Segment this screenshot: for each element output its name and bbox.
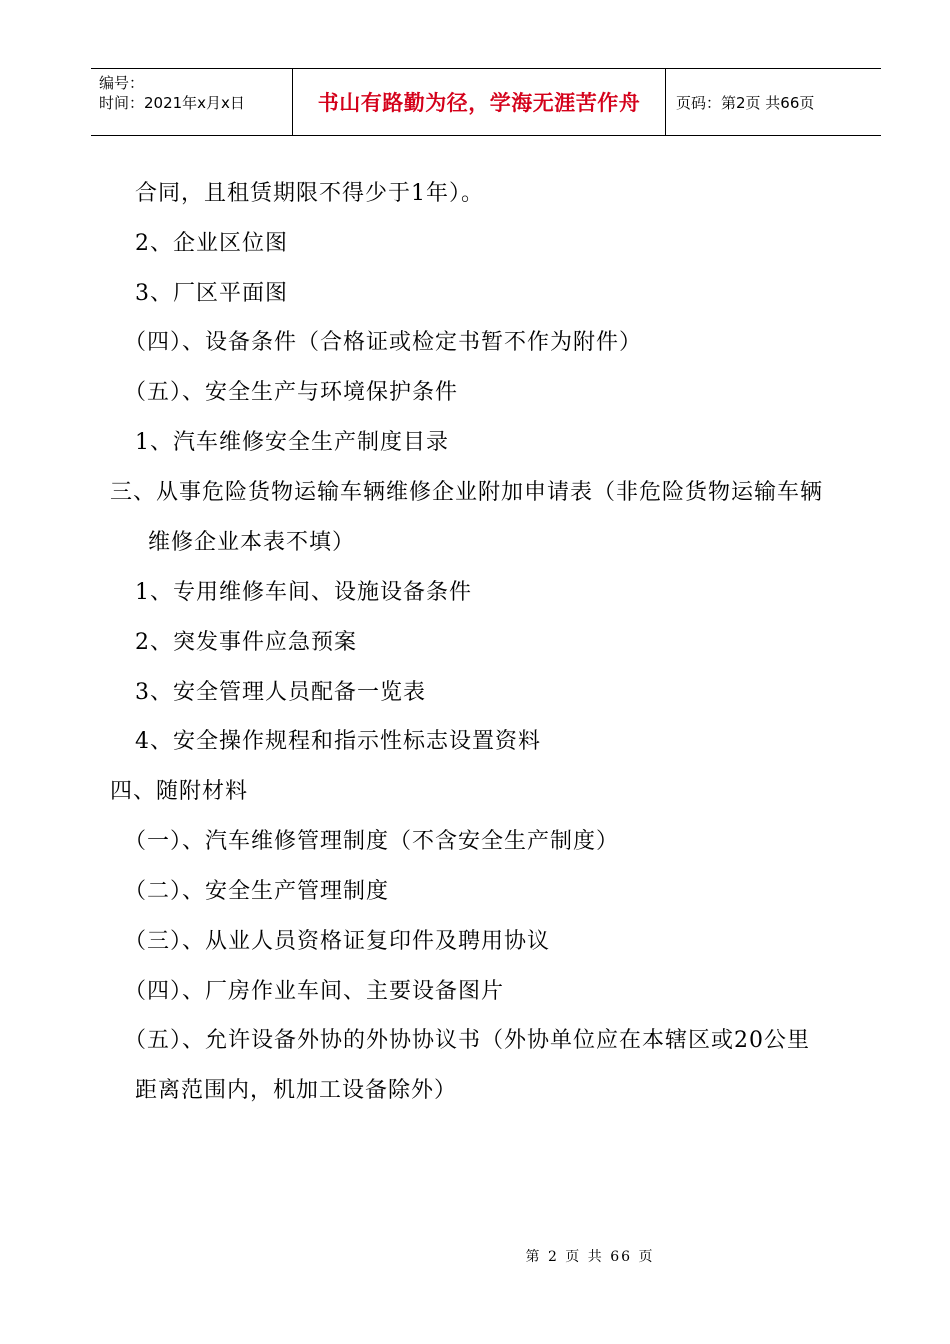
header-page-info: 页码：第2页 共66页 [676, 93, 815, 112]
header-meta-cell [91, 69, 293, 135]
body-line: 1、专用维修车间、设施设备条件 [135, 580, 472, 605]
page-footer: 第 2 页 共 66 页 [525, 1249, 655, 1265]
body-line: （一）、汽车维修管理制度（不含安全生产制度） [124, 829, 620, 854]
body-line: （三）、从业人员资格证复印件及聘用协议 [124, 929, 551, 954]
body-line: 三、从事危险货物运输车辆维修企业附加申请表（非危险货物运输车辆 [110, 480, 824, 505]
body-line: 4、安全操作规程和指示性标志设置资料 [135, 729, 541, 754]
body-line: （五）、允许设备外协的外协协议书（外协单位应在本辖区或20公里 [124, 1028, 810, 1053]
body-line: 合同，且租赁期限不得少于1年）。 [135, 181, 484, 206]
body-line: （四）、厂房作业车间、主要设备图片 [124, 979, 505, 1004]
document-time-label: 时间：2021年x月x日 [99, 94, 245, 112]
body-line: 3、厂区平面图 [135, 281, 288, 306]
document-number-label: 编号： [99, 74, 145, 92]
header-slogan: 书山有路勤为径，学海无涯苦作舟 [293, 69, 666, 135]
body-line: （五）、安全生产与环境保护条件 [124, 380, 459, 405]
body-line: 距离范围内，机加工设备除外） [135, 1078, 458, 1103]
body-line: （四）、设备条件（合格证或检定书暂不作为附件） [124, 330, 643, 355]
body-line: 2、企业区位图 [135, 231, 288, 256]
body-line: 2、突发事件应急预案 [135, 630, 357, 655]
body-line: 维修企业本表不填） [148, 530, 356, 555]
body-line: 1、汽车维修安全生产制度目录 [135, 430, 449, 455]
page-header [91, 68, 881, 136]
body-line: （二）、安全生产管理制度 [124, 879, 390, 904]
body-line: 3、安全管理人员配备一览表 [135, 680, 426, 705]
body-line: 四、随附材料 [110, 779, 249, 804]
